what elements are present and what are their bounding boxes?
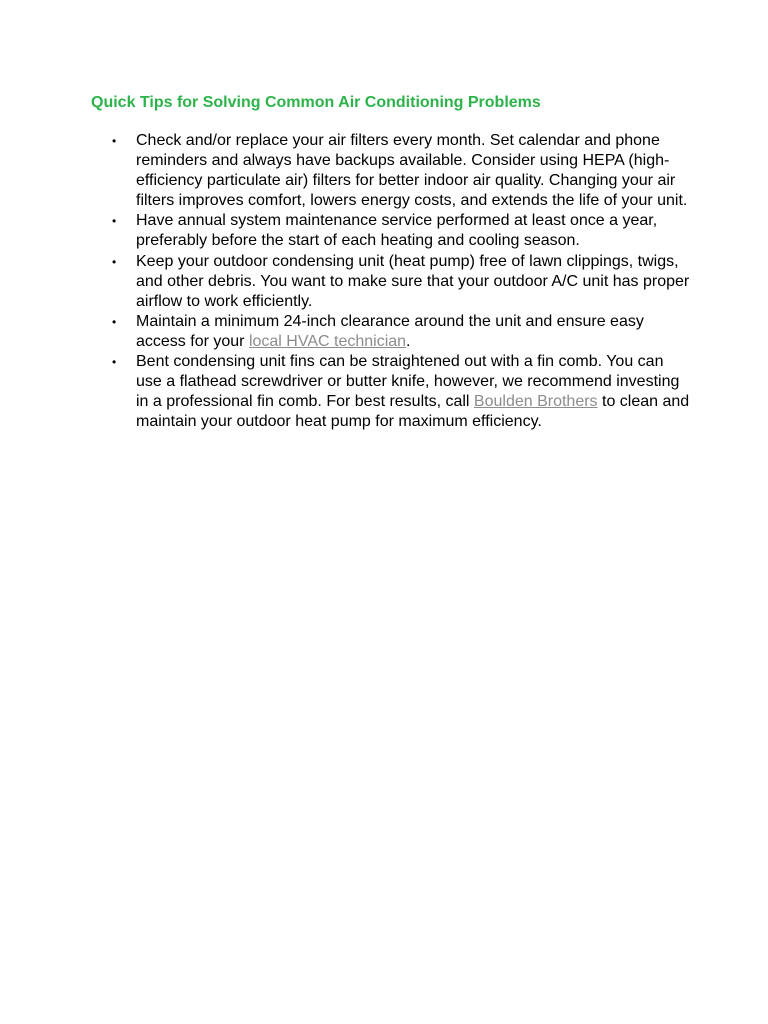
list-item [112,211,690,251]
tip-text: . [406,332,411,350]
bullet-icon: • [112,134,117,148]
tip-text: Check and/or replace your air filters every month. Set calendar and phone reminders and always have backups available. Consider using HEPA (high-efficiency particulate air) filters for better indoor air quality. Changing your air filters improves comfort, lowers energy costs, and extends the life of your unit. [136,132,688,210]
tip-text: Bent condensing unit fins can be straightened out with a fin comb. You can use a flathead screwdriver or butter knife, however, we recommend investing in a professional fin comb. For best results, call [136,353,680,411]
hvac-technician-link[interactable]: local HVAC technician [248,332,407,350]
bullet-icon: • [112,355,117,370]
tip-text: Have annual system maintenance service performed at least once a year, preferably before the start of each heating and cooling season. [136,212,658,250]
list-item [112,252,690,312]
tips-list [0,131,690,432]
list-item [112,131,690,211]
bullet-icon: • [112,314,117,329]
document-heading: Quick Tips for Solving Common Air Conditioning Problems [91,94,541,111]
tip-text: Keep your outdoor condensing unit (heat pump) free of lawn clippings, twigs, and other debris. You want to make sure that your outdoor A/C unit has proper airflow to work efficiently. [136,252,690,310]
tip-text: Maintain a minimum 24-inch clearance around the unit and ensure easy access for your [136,312,644,350]
list-item [112,352,690,432]
bullet-icon: • [112,214,117,229]
tip-text: to clean and maintain your outdoor heat pump for maximum efficiency. [136,393,690,431]
list-item [112,312,690,352]
bullet-icon: • [112,254,117,269]
boulden-brothers-link[interactable]: Boulden Brothers [473,393,598,411]
